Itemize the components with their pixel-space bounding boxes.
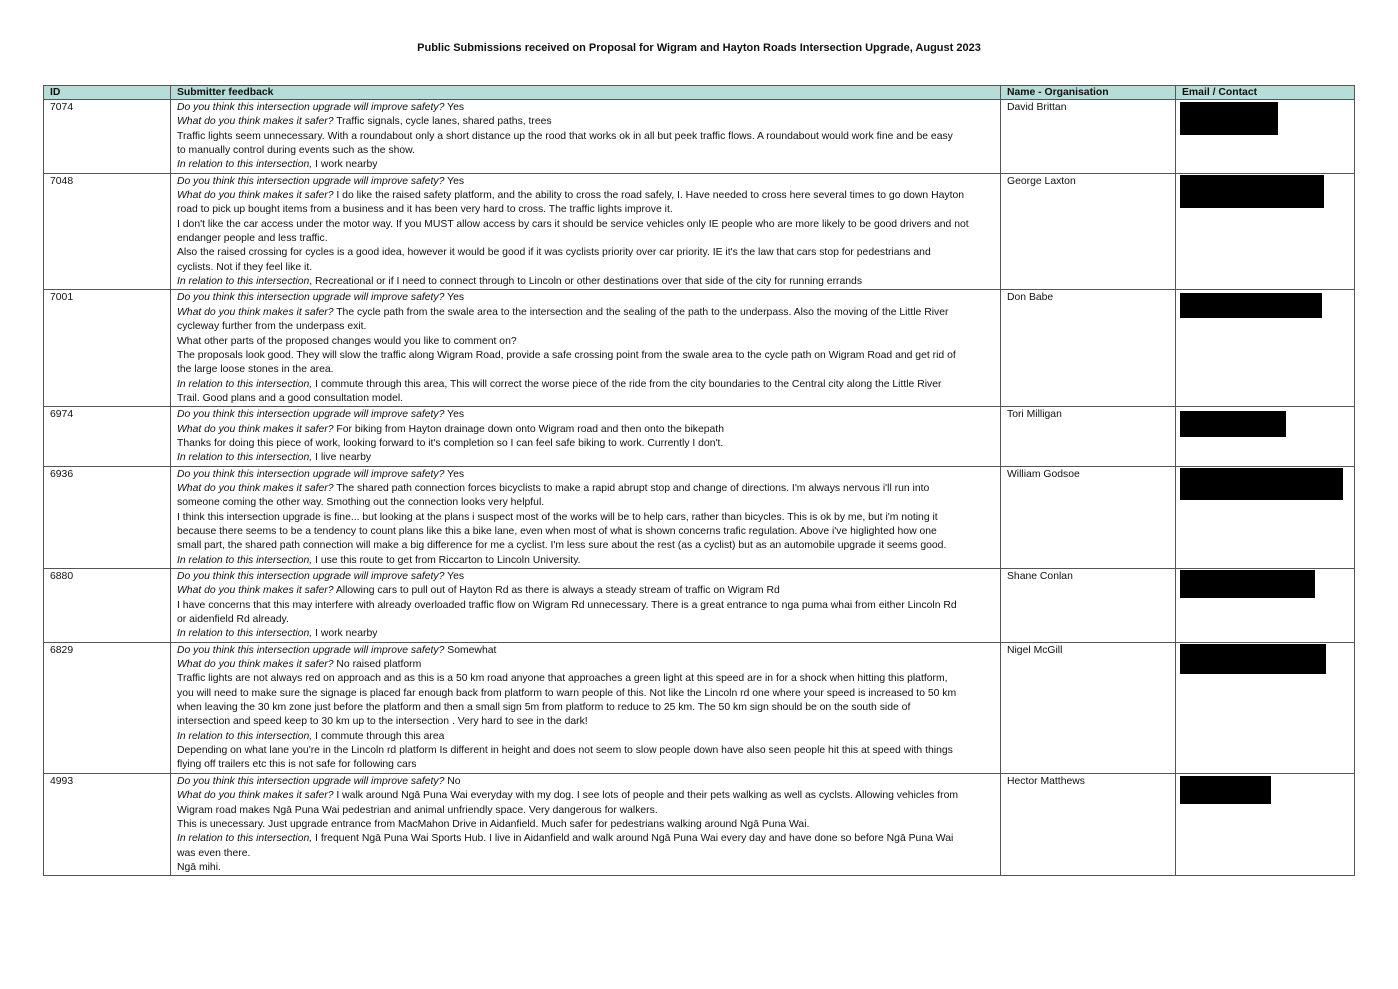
feedback-line xyxy=(177,847,994,861)
feedback-line xyxy=(177,291,994,305)
submission-id: 4993 xyxy=(44,773,171,875)
feedback-line xyxy=(177,613,994,627)
question-text: What do you think makes it safer? xyxy=(177,306,334,318)
answer-text: I frequent Ngā Puna Wai Sports Hub. I live in Aidanfield and walk around Ngā Puna Wai every day and have done so before Ngā Puna Wai xyxy=(312,833,954,845)
answer-text: intersection and speed keep to 30 km up to the intersection . Very hard to see in the dark! xyxy=(177,716,588,728)
feedback-line xyxy=(177,275,994,289)
question-text: What do you think makes it safer? xyxy=(177,585,334,597)
feedback-line xyxy=(177,525,994,539)
answer-text: Thanks for doing this piece of work, looking forward to it's completion so I can feel safe biking to work. Currently I don't. xyxy=(177,437,724,449)
question-text: In relation to this intersection xyxy=(177,276,310,288)
answer-text: because there seems to be a tendency to count plans like this a bike lane, even when most of what is shown concerns trafic regulation. Above i've higlighted how one xyxy=(177,525,937,537)
question-text: In relation to this intersection, xyxy=(177,628,313,640)
answer-text: Yes xyxy=(444,468,465,480)
feedback-line xyxy=(177,539,994,553)
answer-text: Traffic signals, cycle lanes, shared paths, trees xyxy=(333,116,552,128)
feedback-line xyxy=(177,832,994,846)
answer-text: , Recreational or if I need to connect through to Lincoln or other destinations over that side of the city for running errands xyxy=(309,276,863,288)
submitter-feedback xyxy=(171,290,1001,407)
email-contact xyxy=(1176,100,1355,174)
email-contact xyxy=(1176,642,1355,773)
answer-text: Somewhat xyxy=(444,644,497,656)
feedback-line xyxy=(177,496,994,510)
submitter-feedback xyxy=(171,100,1001,174)
feedback-line xyxy=(177,378,994,392)
table-row xyxy=(44,773,1355,875)
question-text: What do you think makes it safer? xyxy=(177,790,334,802)
question-text: Do you think this intersection upgrade will improve safety? xyxy=(177,775,445,787)
feedback-line xyxy=(177,363,994,377)
submission-id: 6936 xyxy=(44,466,171,568)
feedback-line xyxy=(177,246,994,260)
submitter-feedback xyxy=(171,642,1001,773)
feedback-line xyxy=(177,599,994,613)
feedback-line xyxy=(177,392,994,406)
question-text: Do you think this intersection upgrade will improve safety? xyxy=(177,292,445,304)
redaction-box xyxy=(1180,776,1271,804)
feedback-line xyxy=(177,423,994,437)
header-contact: Email / Contact xyxy=(1176,86,1355,100)
feedback-line xyxy=(177,320,994,334)
question-text: What do you think makes it safer? xyxy=(177,116,334,128)
answer-text: Ngā mihi. xyxy=(177,861,221,873)
email-contact xyxy=(1176,466,1355,568)
answer-text: small part, the shared path connection will make a big difference for me a cyclist. I'm less sure about the rest (as a cyclist) but as an automobile upgrade it seems good. xyxy=(177,540,947,552)
feedback-line xyxy=(177,175,994,189)
answer-text: Trail. Good plans and a good consultation model. xyxy=(177,392,404,404)
question-text: What do you think makes it safer? xyxy=(177,190,334,202)
redaction-box xyxy=(1180,102,1278,135)
submission-id: 7074 xyxy=(44,100,171,174)
feedback-line xyxy=(177,701,994,715)
feedback-line xyxy=(177,715,994,729)
answer-text: Traffic lights are not always red on approach and as this is a 50 km road anyone that approaches a green light at this speed are in for a shock when hitting this platform, xyxy=(177,673,948,685)
answer-text: someone coming the other way. Smothing out the connection looks very helpful. xyxy=(177,497,545,509)
answer-text: was even there. xyxy=(177,847,251,859)
question-text: Do you think this intersection upgrade will improve safety? xyxy=(177,571,445,582)
answer-text: Yes xyxy=(444,292,465,304)
table-row xyxy=(44,407,1355,466)
header-id: ID xyxy=(44,86,171,100)
answer-text: Yes xyxy=(444,102,465,113)
answer-text: endanger people and less traffic. xyxy=(177,233,328,245)
question-text: In relation to this intersection, xyxy=(177,730,313,742)
submitter-feedback xyxy=(171,173,1001,290)
feedback-line xyxy=(177,758,994,772)
table-row xyxy=(44,100,1355,174)
feedback-line xyxy=(177,775,994,789)
submission-id: 6974 xyxy=(44,407,171,466)
submission-id: 7001 xyxy=(44,290,171,407)
table-header-row xyxy=(44,86,1355,100)
submitter-name: Shane Conlan xyxy=(1001,569,1176,643)
answer-text: cycleway further from the underpass exit. xyxy=(177,321,367,333)
question-text: Do you think this intersection upgrade will improve safety? xyxy=(177,468,445,480)
redaction-box xyxy=(1180,644,1326,674)
answer-text: you will need to make sure the signage is placed far enough back from platform to warn people of this. Not like the Lincoln rd one where your speed is increased to 50 km xyxy=(177,687,957,699)
answer-text: I use this route to get from Riccarton to Lincoln University. xyxy=(312,554,581,566)
feedback-line xyxy=(177,203,994,217)
email-contact xyxy=(1176,773,1355,875)
header-feedback: Submitter feedback xyxy=(171,86,1001,100)
submitter-feedback xyxy=(171,773,1001,875)
redaction-box xyxy=(1180,175,1324,208)
question-text: Do you think this intersection upgrade will improve safety? xyxy=(177,644,445,656)
answer-text: I walk around Ngā Puna Wai everyday with my dog. I see lots of people and their pets walking as well as cyclsts. Allowing vehicles from xyxy=(333,790,959,802)
answer-text: The proposals look good. They will slow the traffic along Wigram Road, provide a safe crossing point from the swale area to the cycle path on Wigram Road and get rid of xyxy=(177,349,956,361)
submitter-name: David Brittan xyxy=(1001,100,1176,174)
email-contact xyxy=(1176,569,1355,643)
feedback-line xyxy=(177,189,994,203)
answer-text: For biking from Hayton drainage down onto Wigram road and then onto the bikepath xyxy=(333,423,724,435)
table-row xyxy=(44,642,1355,773)
question-text: In relation to this intersection, xyxy=(177,554,313,566)
answer-text: What other parts of the proposed changes would you like to comment on? xyxy=(177,335,517,347)
feedback-line xyxy=(177,232,994,246)
answer-text: road to pick up bought items from a business and it has been very hard to cross. The traffic lights improve it. xyxy=(177,204,673,216)
answer-text: This is unecessary. Just upgrade entrance from MacMahon Drive in Aidanfield. Much safer for pedestrians walking around Ngā Puna Wai. xyxy=(177,818,810,830)
feedback-line xyxy=(177,570,994,584)
feedback-line xyxy=(177,306,994,320)
redaction-box xyxy=(1180,293,1322,318)
question-text: In relation to this intersection, xyxy=(177,833,313,845)
email-contact xyxy=(1176,407,1355,466)
table-row xyxy=(44,569,1355,643)
answer-text: Also the raised crossing for cycles is a good idea, however it would be good if it was cyclists priority over car priority. IE it's the law that cars stop for pedestrians and xyxy=(177,247,931,259)
answer-text: Wigram road makes Ngā Puna Wai pedestrian and animal unfriendly space. Very dangerous for walkers. xyxy=(177,804,658,816)
feedback-line xyxy=(177,349,994,363)
submission-id: 6880 xyxy=(44,569,171,643)
feedback-line xyxy=(177,158,994,172)
feedback-line xyxy=(177,511,994,525)
answer-text: I think this intersection upgrade is fine... but looking at the plans i suspect most of the works will be to help cars, rather than bicycles. This is ok by me, but i'm noting it xyxy=(177,511,938,523)
question-text: Do you think this intersection upgrade will improve safety? xyxy=(177,175,445,187)
feedback-line xyxy=(177,335,994,349)
email-contact xyxy=(1176,290,1355,407)
question-text: In relation to this intersection, xyxy=(177,452,313,464)
answer-text: Traffic lights seem unnecessary. With a roundabout only a short distance up the rood that works ok in all but peek traffic flows. A roundabout would work fine and be easy xyxy=(177,130,953,142)
submission-id: 6829 xyxy=(44,642,171,773)
feedback-line xyxy=(177,130,994,144)
feedback-line xyxy=(177,482,994,496)
feedback-line xyxy=(177,672,994,686)
answer-text: I work nearby xyxy=(312,159,378,171)
answer-text: when leaving the 30 km zone just before the platform and then a small sign 5m from platform to reduce to 25 km. The 50 km sign should be on the south side of xyxy=(177,702,911,714)
feedback-line xyxy=(177,627,994,641)
feedback-line xyxy=(177,261,994,275)
answer-text: I live nearby xyxy=(312,452,372,464)
table-row xyxy=(44,290,1355,407)
answer-text: I don't like the car access under the motor way. If you MUST allow access by cars it should be service vehicles only IE people who are more likely to be good drivers and not xyxy=(177,218,969,230)
feedback-line xyxy=(177,408,994,422)
feedback-line xyxy=(177,687,994,701)
answer-text: I commute through this area xyxy=(312,730,445,742)
submitter-feedback xyxy=(171,466,1001,568)
answer-text: The cycle path from the swale area to the intersection and the sealing of the path to the underpass. Also the moving of the Little River xyxy=(333,306,949,318)
question-text: Do you think this intersection upgrade will improve safety? xyxy=(177,102,445,113)
answer-text: I work nearby xyxy=(312,628,378,640)
answer-text: I commute through this area, This will correct the worse piece of the ride from the city boundaries to the Central city along the Little River xyxy=(312,378,942,390)
feedback-line xyxy=(177,437,994,451)
feedback-line xyxy=(177,451,994,465)
feedback-line xyxy=(177,658,994,672)
table-row xyxy=(44,466,1355,568)
answer-text: No xyxy=(444,775,461,787)
feedback-line xyxy=(177,584,994,598)
header-name: Name - Organisation xyxy=(1001,86,1176,100)
submitter-feedback xyxy=(171,569,1001,643)
redaction-box xyxy=(1180,411,1286,437)
redaction-box xyxy=(1180,570,1315,598)
answer-text: Allowing cars to pull out of Hayton Rd as there is always a steady stream of traffic on Wigram Rd xyxy=(333,585,780,597)
answer-text: The shared path connection forces bicyclists to make a rapid abrupt stop and change of directions. I'm always nervous i'll run into xyxy=(333,482,930,494)
feedback-line xyxy=(177,744,994,758)
feedback-line xyxy=(177,101,994,115)
feedback-line xyxy=(177,644,994,658)
feedback-line xyxy=(177,218,994,232)
feedback-line xyxy=(177,468,994,482)
question-text: In relation to this intersection, xyxy=(177,159,313,171)
feedback-line xyxy=(177,804,994,818)
answer-text: or aidenfield Rd already. xyxy=(177,614,289,626)
page-title: Public Submissions received on Proposal for Wigram and Hayton Roads Intersection Upgrade, August 2023 xyxy=(417,42,981,54)
answer-text: Yes xyxy=(444,175,465,187)
submitter-name: Tori Milligan xyxy=(1001,407,1176,466)
answer-text: Yes xyxy=(444,409,465,421)
answer-text: Yes xyxy=(444,571,465,582)
question-text: What do you think makes it safer? xyxy=(177,423,334,435)
question-text: Do you think this intersection upgrade will improve safety? xyxy=(177,409,445,421)
answer-text: cyclists. Not if they feel like it. xyxy=(177,261,313,273)
question-text: In relation to this intersection, xyxy=(177,378,313,390)
answer-text: Depending on what lane you're in the Lincoln rd platform Is different in height and does not seem to slow people down have also seen people hit this at speed with things xyxy=(177,745,953,757)
answer-text: to manually control during events such as the show. xyxy=(177,145,415,157)
feedback-line xyxy=(177,730,994,744)
submitter-name: Nigel McGill xyxy=(1001,642,1176,773)
submitter-feedback xyxy=(171,407,1001,466)
feedback-line xyxy=(177,554,994,568)
answer-text: I have concerns that this may interfere with already overloaded traffic flow on Wigram Rd unnecessary. There is a great entrance to nga puma whai from either Lincoln Rd xyxy=(177,599,957,611)
table-row xyxy=(44,173,1355,290)
feedback-line xyxy=(177,144,994,158)
submission-id: 7048 xyxy=(44,173,171,290)
question-text: What do you think makes it safer? xyxy=(177,659,334,671)
feedback-line xyxy=(177,115,994,129)
answer-text: the large loose stones in the area. xyxy=(177,364,334,376)
feedback-line xyxy=(177,818,994,832)
answer-text: flying off trailers etc this is not safe for following cars xyxy=(177,759,417,771)
question-text: What do you think makes it safer? xyxy=(177,482,334,494)
redaction-box xyxy=(1180,468,1343,500)
submitter-name: Don Babe xyxy=(1001,290,1176,407)
submissions-table xyxy=(43,85,1355,876)
answer-text: I do like the raised safety platform, and the ability to cross the road safely, I. Have needed to cross here several times to go down Hayton xyxy=(333,190,965,202)
feedback-line xyxy=(177,861,994,875)
submitter-name: George Laxton xyxy=(1001,173,1176,290)
answer-text: No raised platform xyxy=(333,659,422,671)
feedback-line xyxy=(177,789,994,803)
submitter-name: Hector Matthews xyxy=(1001,773,1176,875)
submitter-name: William Godsoe xyxy=(1001,466,1176,568)
email-contact xyxy=(1176,173,1355,290)
